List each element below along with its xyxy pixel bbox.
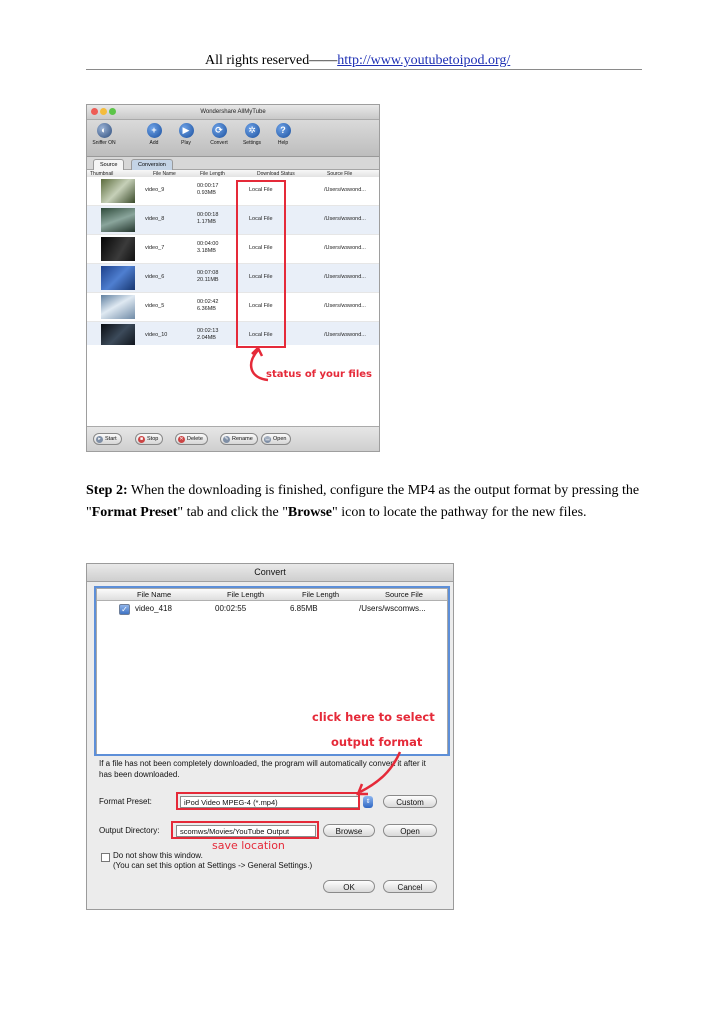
- toolbar-label: Help: [277, 140, 289, 146]
- play-icon: ▶: [179, 123, 194, 138]
- file-length: 00:07:08: [197, 270, 219, 276]
- file-name: video_9: [145, 187, 165, 193]
- tab-source[interactable]: Source: [93, 159, 124, 170]
- button-label: Delete: [187, 436, 203, 442]
- button-label: Rename: [232, 436, 253, 442]
- column-header[interactable]: File Length: [227, 590, 265, 599]
- help-button[interactable]: [270, 123, 296, 146]
- rename-button[interactable]: [220, 433, 258, 445]
- output-highlight-box: [171, 821, 319, 839]
- video-thumbnail: [101, 179, 135, 203]
- tab-bar: [87, 157, 379, 170]
- format-arrow-icon: [352, 748, 406, 800]
- output-directory-label: Output Directory:: [99, 826, 160, 835]
- paragraph-text: " icon to locate the pathway for the new files.: [332, 505, 587, 520]
- video-thumbnail: [101, 237, 135, 261]
- file-size: 0.93MB: [197, 190, 216, 196]
- format-annotation-2: output format: [331, 735, 423, 749]
- help-icon: ?: [276, 123, 291, 138]
- video-thumbnail: [101, 295, 135, 319]
- select-stepper-icon[interactable]: ⇕: [363, 796, 373, 808]
- source-file: /Users/wswond...: [324, 274, 366, 280]
- column-header[interactable]: File Length: [200, 171, 225, 177]
- add-button[interactable]: [141, 123, 167, 146]
- status-annotation: status of your files: [266, 369, 373, 380]
- paragraph-text: When the downloading is finished, configure the MP4 as the output format by pressing the ": [86, 483, 640, 520]
- step-2-paragraph: [86, 480, 646, 524]
- button-label: Start: [105, 436, 117, 442]
- add-icon: +: [147, 123, 162, 138]
- file-size: 3.18MB: [197, 248, 216, 254]
- file-table-highlight: [94, 586, 450, 756]
- toolbar-label: Settings: [242, 140, 262, 146]
- bottom-bar: [87, 426, 380, 451]
- delete-button[interactable]: [175, 433, 208, 445]
- file-name: video_418: [135, 604, 172, 613]
- source-file: /Users/wswond...: [324, 187, 366, 193]
- play-button[interactable]: [173, 123, 199, 146]
- file-size: 1.17MB: [197, 219, 216, 225]
- header-text: All rights reserved——: [205, 53, 338, 68]
- open-button[interactable]: Open: [383, 824, 437, 837]
- status-highlight-box: [236, 180, 286, 348]
- file-size: 20.11MB: [197, 277, 219, 283]
- toolbar-label: Convert: [210, 140, 228, 146]
- rename-icon: ✎: [224, 435, 229, 442]
- video-thumbnail: [101, 266, 135, 290]
- video-list: [87, 177, 380, 351]
- conversion-note: If a file has not been completely downloaded, the program will automatically convert it after it has been downloaded.: [99, 759, 426, 779]
- step-label: Step 2:: [86, 483, 128, 498]
- minimize-light-icon[interactable]: [100, 108, 107, 115]
- column-header[interactable]: File Name: [153, 171, 176, 177]
- output-directory-field[interactable]: scomws/Movies/YouTube Output: [176, 825, 316, 837]
- file-length: 00:00:18: [197, 212, 219, 218]
- settings-button[interactable]: [239, 123, 265, 146]
- checkbox-hint: (You can set this option at Settings -> General Settings.): [113, 861, 313, 870]
- window-title-bar: [87, 105, 379, 120]
- download-status: Local File: [249, 332, 273, 338]
- close-light-icon[interactable]: [91, 108, 98, 115]
- file-size: 6.36MB: [197, 306, 216, 312]
- open-icon: ▤: [265, 435, 270, 442]
- column-header[interactable]: Download Status: [257, 171, 295, 177]
- toolbar-label: Sniffer ON: [92, 140, 116, 146]
- table-row[interactable]: [87, 293, 380, 322]
- gear-icon: ✲: [245, 123, 260, 138]
- browse-term: Browse: [287, 505, 332, 520]
- column-header[interactable]: Thumbnail: [90, 171, 114, 177]
- format-preset-label: Format Preset:: [99, 797, 152, 806]
- stop-icon: ■: [139, 435, 144, 442]
- checkbox-label: Do not show this window.: [113, 851, 203, 860]
- file-size: 6.85MB: [290, 604, 318, 613]
- source-file: /Users/wswond...: [324, 303, 366, 309]
- stop-button[interactable]: [135, 433, 163, 445]
- start-button[interactable]: [93, 433, 122, 445]
- allmytube-window: [86, 104, 380, 452]
- table-row[interactable]: [87, 235, 380, 264]
- cancel-button[interactable]: Cancel: [383, 880, 437, 893]
- dialog-title: Convert: [87, 564, 453, 582]
- table-row[interactable]: [87, 177, 380, 206]
- sniffer-button[interactable]: [91, 123, 117, 146]
- table-row[interactable]: [87, 264, 380, 293]
- row-checkbox[interactable]: ✓: [119, 604, 130, 615]
- save-location-annotation: save location: [212, 839, 285, 852]
- list-empty-area: [87, 345, 380, 429]
- file-length: 00:04:00: [197, 241, 219, 247]
- source-file: /Users/wscomws...: [359, 604, 426, 613]
- ok-button[interactable]: OK: [323, 880, 375, 893]
- window-title: Wondershare AllMyTube: [200, 109, 266, 115]
- download-status: Local File: [249, 303, 273, 309]
- button-label: Stop: [147, 436, 159, 442]
- zoom-light-icon[interactable]: [109, 108, 116, 115]
- button-label: Open: [273, 436, 287, 442]
- toolbar-label: Play: [181, 140, 191, 146]
- header-link[interactable]: http://www.youtubetoipod.org/: [337, 53, 511, 68]
- format-highlight-box: [176, 792, 360, 810]
- file-length: 00:02:13: [197, 328, 219, 334]
- file-name: video_6: [145, 274, 165, 280]
- convert-icon: ⟳: [212, 123, 227, 138]
- delete-icon: ✕: [179, 435, 184, 442]
- file-name: video_10: [145, 332, 168, 338]
- file-name: video_5: [145, 303, 165, 309]
- custom-button[interactable]: Custom: [383, 795, 437, 808]
- table-row[interactable]: [87, 206, 380, 235]
- toolbar-label: Add: [149, 140, 159, 146]
- column-header[interactable]: File Length: [302, 590, 340, 599]
- header-divider: [86, 69, 642, 70]
- source-file: /Users/wswond...: [324, 332, 366, 338]
- convert-button[interactable]: [206, 123, 232, 146]
- source-file: /Users/wswond...: [324, 216, 366, 222]
- format-annotation-1: click here to select: [312, 710, 435, 724]
- do-not-show-checkbox[interactable]: [101, 853, 110, 862]
- video-thumbnail: [101, 208, 135, 232]
- sniffer-icon: ◐: [97, 123, 112, 138]
- format-preset-select[interactable]: iPod Video MPEG-4 (*.mp4): [180, 796, 360, 808]
- download-status: Local File: [249, 274, 273, 280]
- start-icon: ▸: [96, 436, 103, 443]
- download-status: Local File: [249, 187, 273, 193]
- format-preset-term: Format Preset: [91, 505, 178, 520]
- file-size: 2.04MB: [197, 335, 216, 341]
- page-header: [205, 53, 510, 69]
- browse-button[interactable]: Browse: [323, 824, 375, 837]
- toolbar: [87, 120, 379, 157]
- column-header[interactable]: Source File: [385, 590, 423, 599]
- file-length: 00:02:42: [197, 299, 219, 305]
- column-header[interactable]: File Name: [137, 590, 172, 599]
- download-status: Local File: [249, 245, 273, 251]
- file-name: video_8: [145, 216, 165, 222]
- file-length: 00:02:55: [215, 604, 247, 613]
- open-button[interactable]: [261, 433, 291, 445]
- file-length: 00:00:17: [197, 183, 219, 189]
- column-header[interactable]: Source File: [327, 171, 353, 177]
- source-file: /Users/wswond...: [324, 245, 366, 251]
- download-status: Local File: [249, 216, 273, 222]
- file-name: video_7: [145, 245, 165, 251]
- paragraph-text: " tab and click the ": [177, 505, 288, 520]
- tab-conversion[interactable]: Conversion: [131, 159, 173, 170]
